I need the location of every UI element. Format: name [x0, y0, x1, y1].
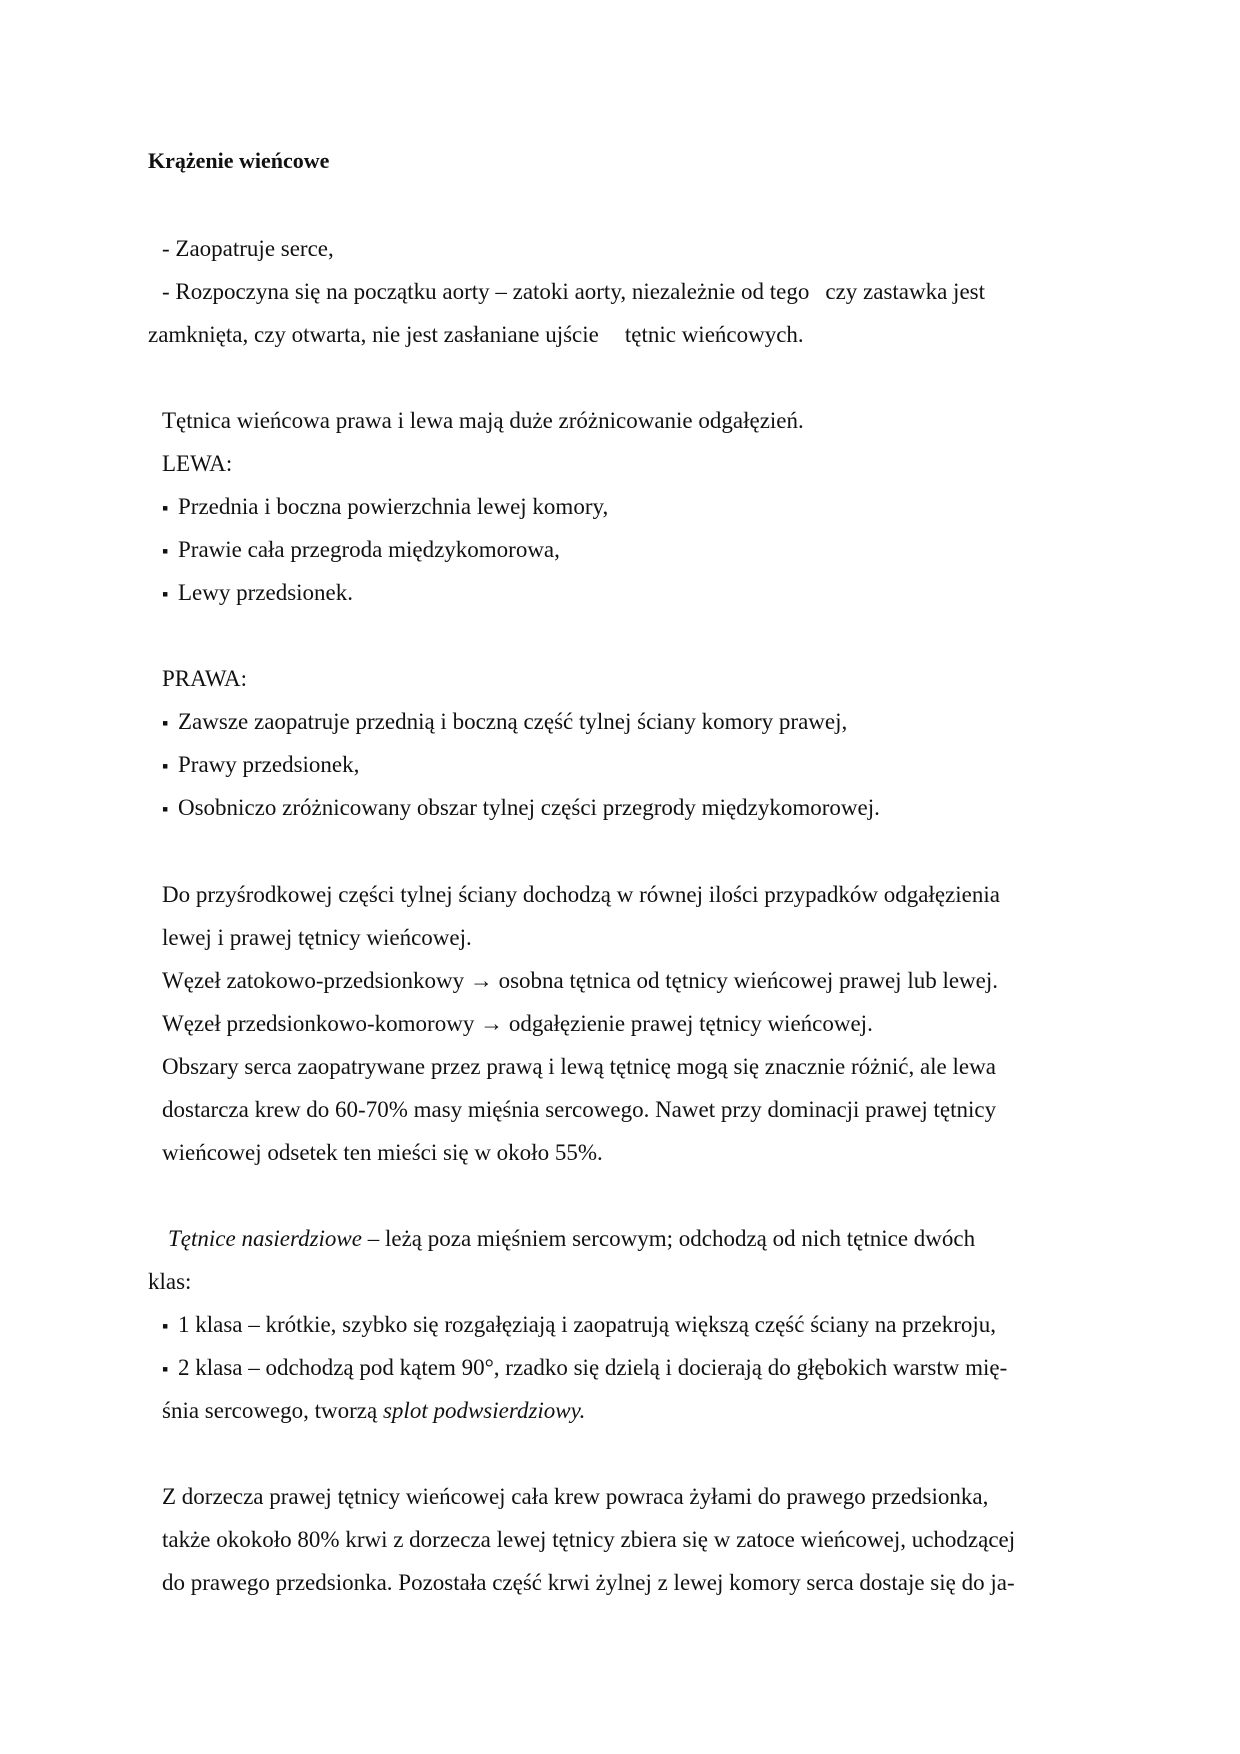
list-item	[162, 535, 560, 566]
bullet-icon: ▪	[162, 799, 169, 819]
paragraph-3-line-2: klas:	[148, 1269, 192, 1294]
paragraph-2-line: Węzeł przedsionkowo-komorowy → odgałęzienie prawej tętnicy wieńcowej.	[162, 1011, 873, 1036]
list-item-text: Zawsze zaopatruje przednią i boczną część tylnej ściany komory prawej,	[178, 709, 848, 734]
list-item-text: śnia sercowego, tworzą	[162, 1398, 378, 1423]
list-item-text: Prawy przedsionek,	[178, 752, 360, 777]
bullet-icon: ▪	[162, 713, 169, 733]
list-item-text: Lewy przedsionek.	[178, 580, 353, 605]
bullet-icon: ▪	[162, 498, 169, 518]
bullet-icon: ▪	[162, 1316, 169, 1336]
list-item-text: 1 klasa – krótkie, szybko się rozgałęziają i zaopatrują większą część ściany na przekroju,	[178, 1312, 997, 1337]
paragraph-2-line: dostarcza krew do 60-70% masy mięśnia sercowego. Nawet przy dominacji prawej tętnicy	[162, 1097, 997, 1122]
list-item-text: Osobniczo zróżnicowany obszar tylnej części przegrody międzykomorowej.	[178, 795, 880, 820]
paragraph-4-line: także okokoło 80% krwi z dorzecza lewej tętnicy zbiera się w zatoce wieńcowej, uchodzącej	[162, 1527, 1016, 1552]
paragraph-4-line: do prawego przedsionka. Pozostała część krwi żylnej z lewej komory serca dostaje się do ja-	[162, 1570, 1015, 1595]
paragraph-2-line: lewej i prawej tętnicy wieńcowej.	[162, 925, 472, 950]
term-dash: –	[367, 1226, 380, 1251]
list-item	[162, 793, 880, 824]
paragraph-2-line: Obszary serca zaopatrywane przez prawą i lewą tętnicę mogą się znacznie różnić, ale lewa	[162, 1054, 996, 1079]
paragraph-3-line-1	[168, 1224, 975, 1254]
list-item	[162, 492, 608, 523]
intro-line-2	[162, 277, 985, 307]
intro-line-2-text: - Rozpoczyna się na początku aorty – zatoki aorty, niezależnie od tego	[162, 279, 810, 304]
prawa-heading: PRAWA:	[162, 666, 248, 691]
list-item-text: Przednia i boczna powierzchnia lewej komory,	[178, 494, 609, 519]
term-splot-podwsierdziowy: splot podwsierdziowy.	[382, 1398, 586, 1423]
term-tetnice-nasierdziowe: Tętnice nasierdziowe	[168, 1226, 362, 1251]
list-item	[162, 1353, 1007, 1384]
paragraph-2-line: Węzeł zatokowo-przedsionkowy → osobna tętnica od tętnicy wieńcowej prawej lub lewej.	[162, 968, 999, 993]
page-title: Krążenie wieńcowe	[148, 148, 330, 173]
list-item	[162, 750, 359, 781]
intro-line-1: - Zaopatruje serce,	[162, 236, 334, 261]
bullet-icon: ▪	[162, 1359, 169, 1379]
bullet-icon: ▪	[162, 541, 169, 561]
list-item-text: Prawie cała przegroda międzykomorowa,	[178, 537, 560, 562]
list-item-continuation	[162, 1396, 585, 1426]
paragraph-2-line: Do przyśrodkowej części tylnej ściany dochodzą w równej ilości przypadków odgałęzienia	[162, 882, 1000, 907]
list-item	[162, 1310, 996, 1341]
list-item	[162, 707, 847, 738]
list-item	[162, 578, 353, 609]
bullet-icon: ▪	[162, 584, 169, 604]
bullet-icon: ▪	[162, 756, 169, 776]
list-item-text: 2 klasa – odchodzą pod kątem 90°, rzadko się dzielą i docierają do głębokich warstw mię-	[178, 1355, 1008, 1380]
paragraph-2-line: wieńcowej odsetek ten mieści się w około 55%.	[162, 1140, 603, 1165]
intro-line-3	[148, 320, 804, 350]
paragraph-4-line: Z dorzecza prawej tętnicy wieńcowej cała krew powraca żyłami do prawego przedsionka,	[162, 1484, 989, 1509]
paragraph-3-text: leżą poza mięśniem sercowym; odchodzą od nich tętnice dwóch	[384, 1226, 976, 1251]
intro-line-3-text: zamknięta, czy otwarta, nie jest zasłaniane ujście	[148, 322, 599, 347]
lewa-heading: LEWA:	[162, 451, 233, 476]
intro-line-3-end: tętnic wieńcowych.	[624, 322, 804, 347]
paragraph-1: Tętnica wieńcowa prawa i lewa mają duże zróżnicowanie odgałęzień.	[162, 408, 804, 433]
intro-line-2-end: czy zastawka jest	[825, 279, 986, 304]
